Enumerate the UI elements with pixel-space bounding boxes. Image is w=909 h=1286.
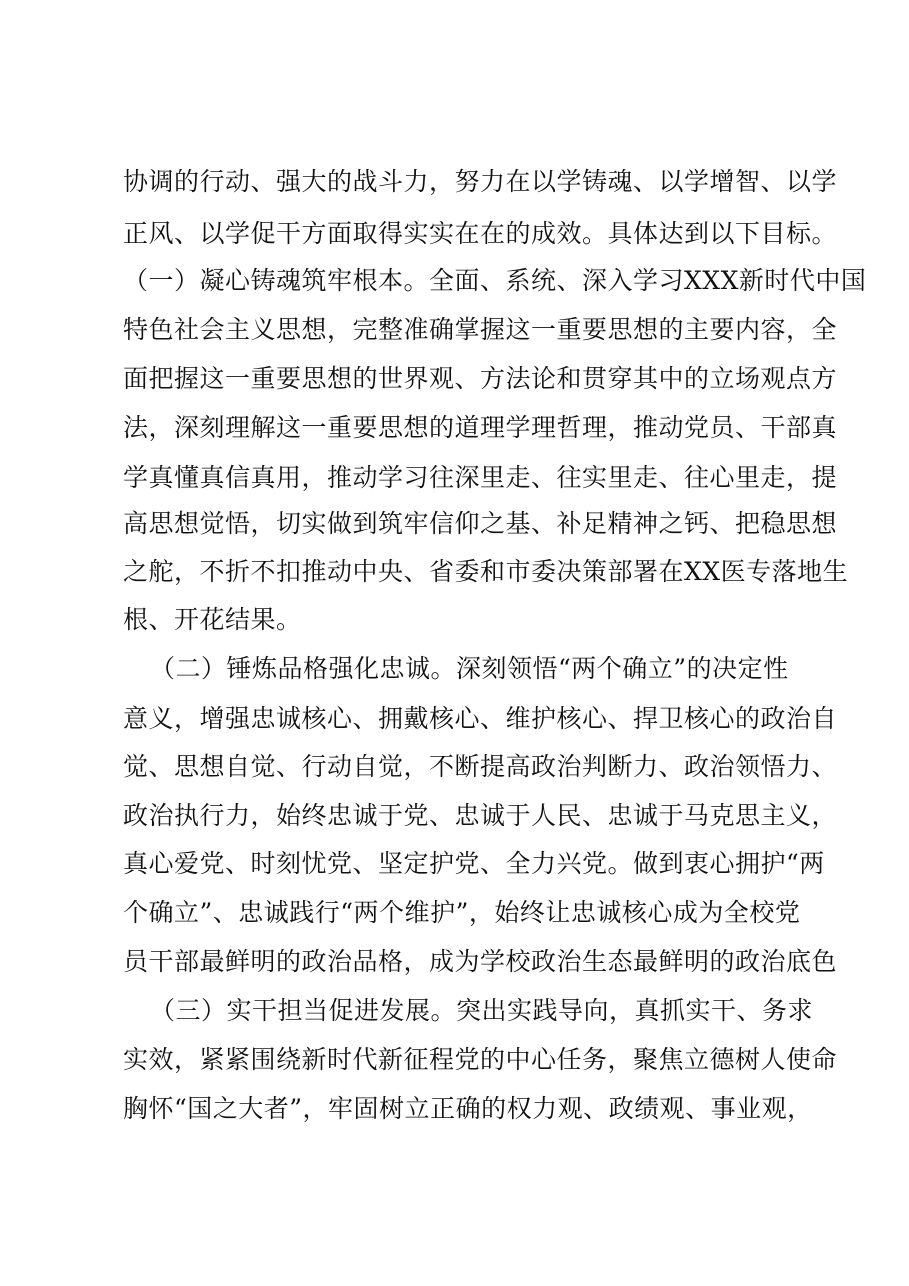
- text-line: 实效，紧紧围绕新时代新征程党的中心任务，聚焦立德树人使命: [123, 1045, 838, 1074]
- text-line: 个确立”、忠诚践行“两个维护”，始终让忠诚核心成为全校党: [123, 898, 801, 927]
- text-line: （一）凝心铸魂筑牢根本。全面、系统、深入学习XXX新时代中国: [123, 266, 867, 295]
- text-line: 员干部最鲜明的政治品格，成为学校政治生态最鲜明的政治底色: [123, 947, 838, 976]
- text-line: 法，深刻理解这一重要思想的道理学理哲理，推动党员、干部真: [123, 413, 838, 442]
- text-line: 特色社会主义思想，完整准确掌握这一重要思想的主要内容，全: [123, 315, 838, 344]
- text-line: 之舵，不折不扣推动中央、省委和市委决策部署在XX医专落地生: [123, 557, 849, 586]
- text-line: 觉、思想自觉、行动自觉，不断提高政治判断力、政治领悟力、: [123, 752, 838, 781]
- text-line: 真心爱党、时刻忧党、坚定护党、全力兴党。做到衷心拥护“两: [123, 849, 825, 878]
- text-line: 政治执行力，始终忠诚于党、忠诚于人民、忠诚于马克思主义，: [123, 801, 838, 830]
- text-line: 协调的行动、强大的战斗力，努力在以学铸魂、以学增智、以学: [123, 167, 838, 196]
- text-line: 正风、以学促干方面取得实实在在的成效。具体达到以下目标。: [123, 219, 838, 248]
- text-line: 面把握这一重要思想的世界观、方法论和贯穿其中的立场观点方: [123, 364, 838, 393]
- text-line: 学真懂真信真用，推动学习往深里走、往实里走、往心里走，提: [123, 463, 838, 492]
- text-line: （三）实干担当促进发展。突出实践导向，真抓实干、务求: [150, 996, 814, 1025]
- text-line: 意义，增强忠诚核心、拥戴核心、维护核心、捍卫核心的政治自: [123, 704, 838, 733]
- text-line: 胸怀“国之大者”，牢固树立正确的权力观、政绩观、事业观，: [123, 1094, 813, 1123]
- text-line: 根、开花结果。: [123, 605, 302, 634]
- text-line: （二）锤炼品格强化忠诚。深刻领悟“两个确立”的决定性: [150, 654, 789, 683]
- text-line: 高思想觉悟，切实做到筑牢信仰之基、补足精神之钙、把稳思想: [123, 509, 838, 538]
